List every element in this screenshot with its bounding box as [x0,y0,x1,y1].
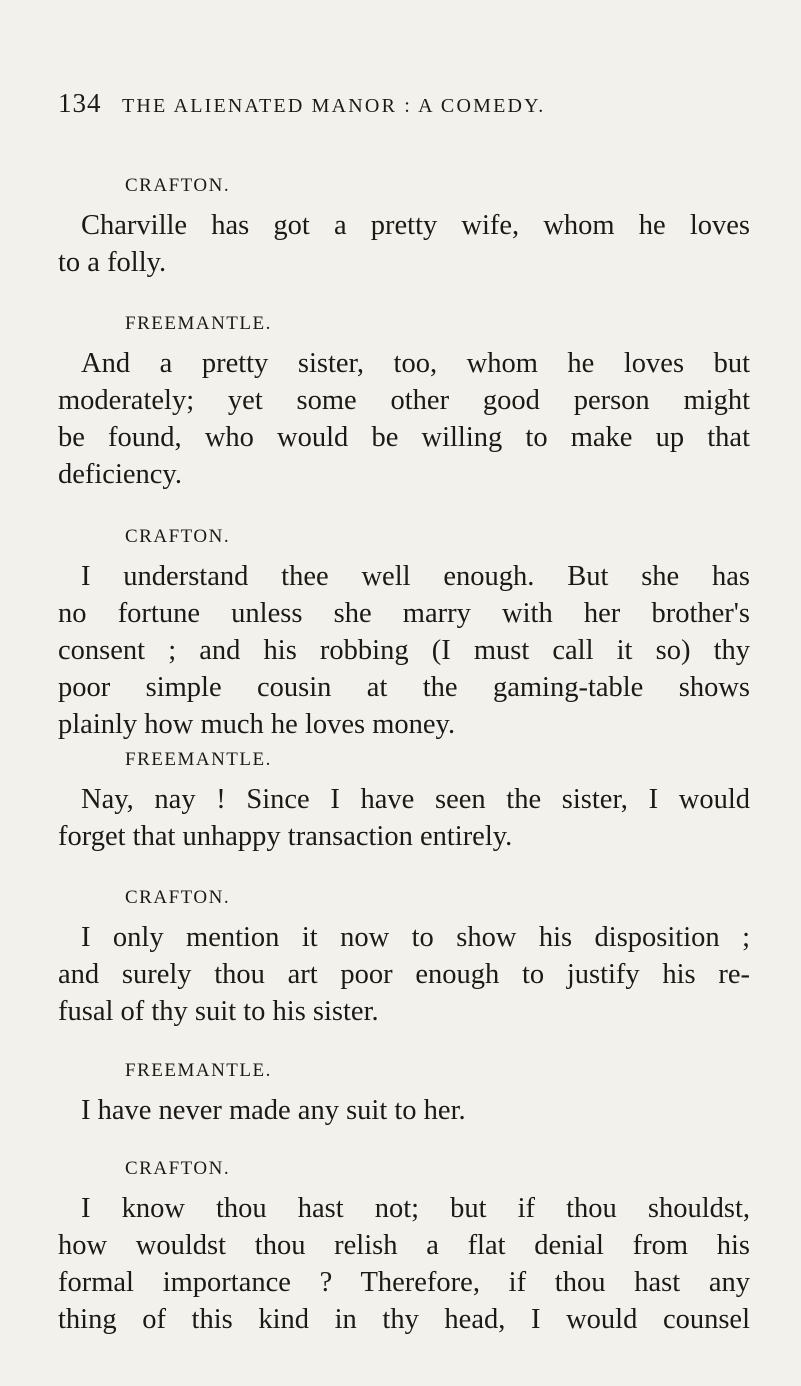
speaker-name: FREEMANTLE. [125,749,272,770]
speech-line: how wouldst thou relish a flat denial from his [58,1230,750,1261]
running-head [58,88,750,132]
speech-block [58,311,750,493]
speaker-name: FREEMANTLE. [125,313,272,334]
speech-line: I only mention it now to show his disposition ; [81,922,750,953]
page-number: 134 [58,88,102,118]
speaker-name: CRAFTON. [125,887,231,908]
speech-line: I understand thee well enough. But she has [81,561,750,592]
speech-line: I know thou hast not; but if thou shouldst, [81,1193,750,1224]
speech-line: deficiency. [58,459,182,490]
speech-block [58,885,750,1030]
speech-line: poor simple cousin at the gaming-table shows [58,672,750,703]
speech-line: consent ; and his robbing (I must call it so) thy [58,635,750,666]
speech-block [58,1058,750,1129]
speech-line: Charville has got a pretty wife, whom he loves [81,210,750,241]
speech-line: and surely thou art poor enough to justify his re- [58,959,750,990]
speech-line: formal importance ? Therefore, if thou hast any [58,1267,750,1298]
speech-line: plainly how much he loves money. [58,709,456,740]
speaker-name: CRAFTON. [125,175,231,196]
speech-block [58,1156,750,1338]
book-page [58,88,750,1335]
speech-block [58,747,750,855]
speech-block [58,173,750,281]
running-head-title: THE ALIENATED MANOR : A COMEDY. [122,95,546,117]
speech-line: thing of this kind in thy head, I would counsel [58,1304,750,1335]
speech-line: moderately; yet some other good person might [58,385,750,416]
speech-line: I have never made any suit to her. [81,1095,466,1126]
speaker-name: CRAFTON. [125,1158,231,1179]
speech-line: Nay, nay ! Since I have seen the sister, I would [81,784,750,815]
speech-line: be found, who would be willing to make up that [58,422,750,453]
speech-block [58,524,750,743]
speech-line: to a folly. [58,247,167,278]
speech-line: And a pretty sister, too, whom he loves but [81,348,750,379]
speech-line: forget that unhappy transaction entirely. [58,821,513,852]
speech-line: fusal of thy suit to his sister. [58,996,379,1027]
speech-line: no fortune unless she marry with her brother's [58,598,750,629]
speaker-name: CRAFTON. [125,526,231,547]
speaker-name: FREEMANTLE. [125,1060,272,1081]
